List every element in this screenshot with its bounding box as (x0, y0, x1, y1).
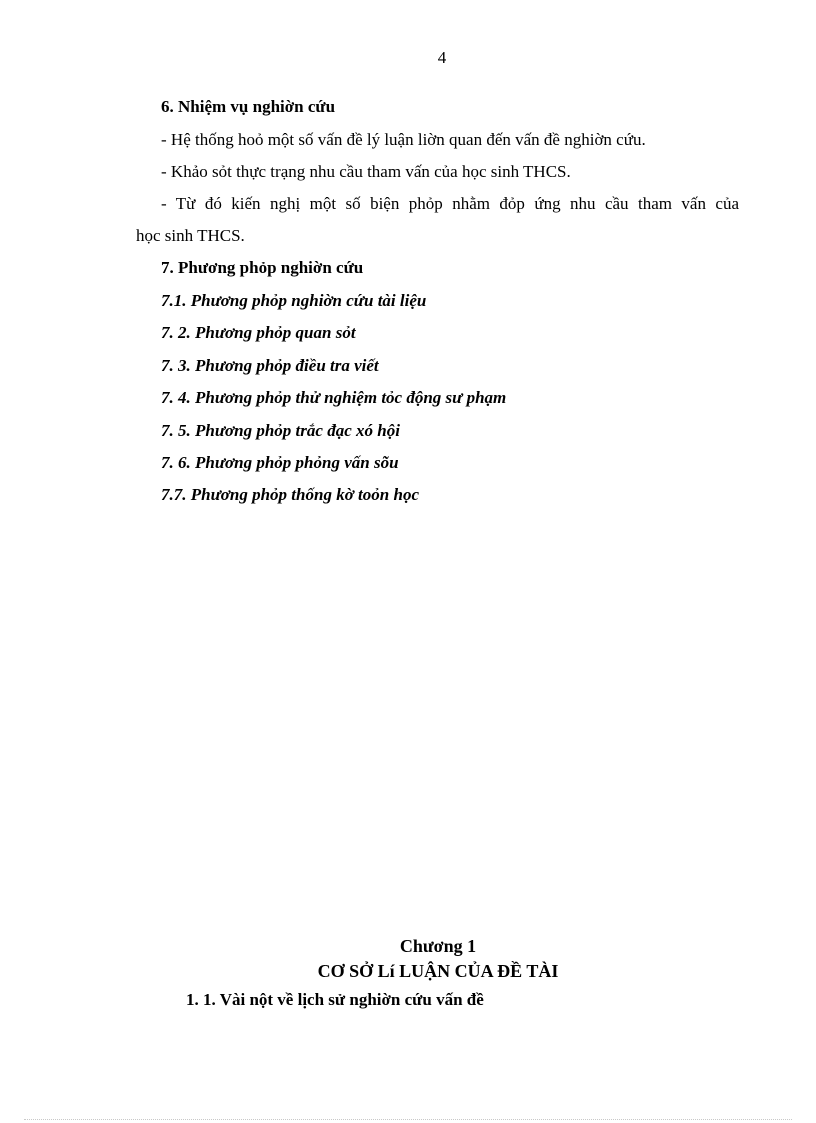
section-6-item-2: - Khảo sỏt thực trạng nhu cầu tham vấn của học sinh THCS. (161, 162, 571, 181)
section-7-heading: 7. Phương phỏp nghiờn cứu (161, 258, 364, 277)
method-item-7: 7.7. Phương phỏp thống kờ toỏn học (161, 485, 419, 504)
method-item-1: 7.1. Phương phỏp nghiờn cứu tài liệu (161, 291, 427, 310)
method-item-5: 7. 5. Phương phỏp trắc đạc xó hội (161, 421, 400, 440)
section-6-item-3: - Từ đó kiến nghị một số biện phỏp nhằm đỏp ứng nhu cầu tham vấn của (161, 194, 739, 213)
chapter-number: Chương 1 (399, 936, 477, 956)
method-item-4: 7. 4. Phương phỏp thử nghiệm tỏc động sư phạm (161, 388, 507, 407)
section-6-item-1: - Hệ thống hoỏ một số vấn đề lý luận liờn quan đến vấn đề nghiờn cứu. (161, 130, 646, 149)
chapter-first-section-heading: 1. 1. Vài nột về lịch sử nghiờn cứu vấn đề (186, 990, 484, 1009)
section-6-item-3-continuation: học sinh THCS. (136, 226, 245, 245)
method-item-3: 7. 3. Phương phỏp điều tra viết (161, 356, 379, 375)
method-item-6: 7. 6. Phương phỏp phỏng vấn sõu (161, 453, 399, 472)
chapter-title: CƠ SỞ Lí LUẬN CỦA ĐỀ TÀI (317, 961, 559, 981)
page-bottom-divider (24, 1119, 792, 1120)
method-item-2: 7. 2. Phương phỏp quan sỏt (161, 323, 356, 342)
page-number: 4 (437, 48, 447, 67)
section-6-heading: 6. Nhiệm vụ nghiờn cứu (161, 97, 336, 116)
